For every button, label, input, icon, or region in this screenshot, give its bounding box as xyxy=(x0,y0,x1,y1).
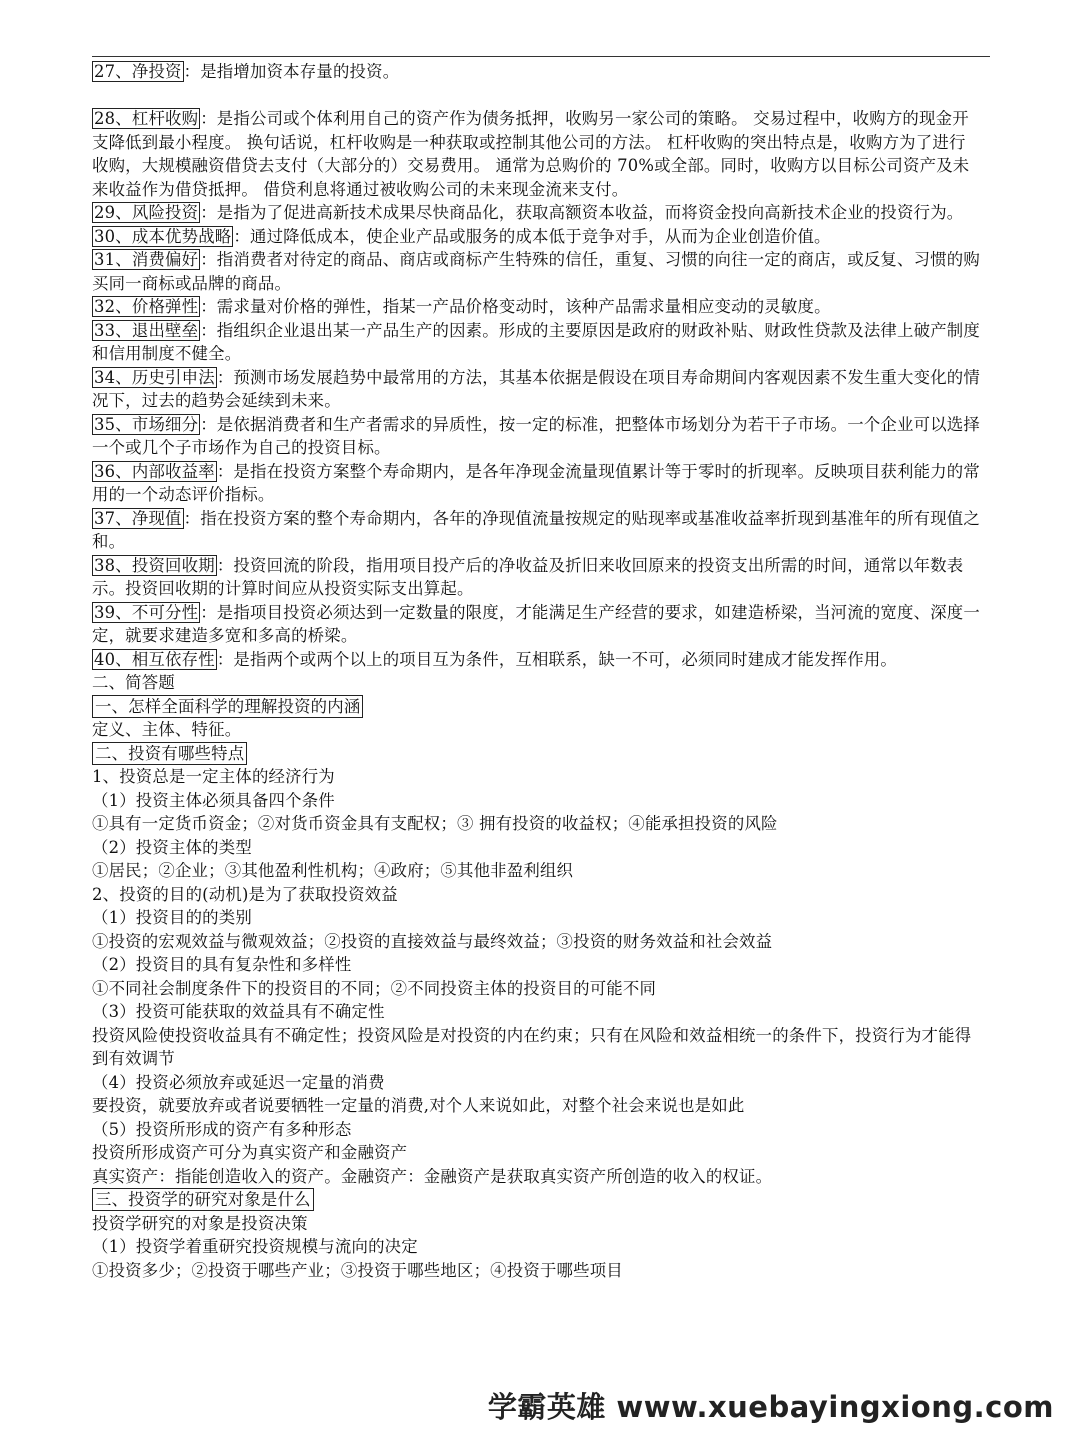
answer-line: （2）投资主体的类型 xyxy=(92,837,252,857)
definition-text: ：指在投资方案的整个寿命期内，各年的净现值流量按规定的贴现率或基准收益率折现到基准年的所有现值之和。 xyxy=(92,508,980,551)
answer-line: （3）投资可能获取的效益具有不确定性 xyxy=(92,1002,385,1021)
answer-line: （2）投资目的具有复杂性和多样性 xyxy=(92,955,352,974)
term-label: 29、风险投资 xyxy=(94,203,199,222)
definition-text: ：是指为了促进高新技术成果尽快商品化，获取高额资本收益，而将资金投向高新技术企业的投资行为。 xyxy=(200,203,964,222)
definition-text: ：是指项目投资必须达到一定数量的限度，才能满足生产经营的要求，如建造桥梁，当河流的宽度、深度一定，就要求建造多宽和多高的桥梁。 xyxy=(92,602,980,645)
answer-line: ①投资多少；②投资于哪些产业；③投资于哪些地区；④投资于哪些项目 xyxy=(92,1260,623,1280)
term-label: 36、内部收益率 xyxy=(94,461,215,481)
top-rule xyxy=(92,56,990,57)
definition-28 xyxy=(92,107,982,201)
definition-27 xyxy=(92,60,982,84)
answer-text: 定义、主体、特征。 xyxy=(92,720,242,739)
document-body xyxy=(92,60,982,1282)
term-label: 38、投资回收期 xyxy=(94,555,215,575)
definition-40 xyxy=(92,648,982,672)
term-label: 35、市场细分 xyxy=(94,414,199,434)
answer-line: ①居民；②企业；③其他盈利性机构；④政府；⑤其他非盈利组织 xyxy=(92,861,574,880)
definition-30 xyxy=(92,225,982,249)
definition-text: ：是指两个或两个以上的项目互为条件，互相联系，缺一不可，必须同时建成才能发挥作用。 xyxy=(216,649,898,669)
answer-line: ①具有一定货币资金；②对货币资金具有支配权；③ 拥有投资的收益权；④能承担投资的风险 xyxy=(92,814,778,833)
definition-text: ：预测市场发展趋势中最常用的方法，其基本依据是假设在项目寿命期间内客观因素不发生重大变化的情况下，过去的趋势会延续到未来。 xyxy=(92,367,980,410)
answer-line: 2、投资的目的(动机)是为了获取投资效益 xyxy=(92,884,398,904)
question-3 xyxy=(92,1188,982,1282)
definition-31 xyxy=(92,248,982,295)
term-label: 34、历史引申法 xyxy=(94,367,215,387)
definition-text: ：是指在投资方案整个寿命期内，是各年净现金流量现值累计等于零时的折现率。反映项目获利能力的常用的一个动态评价指标。 xyxy=(92,461,980,504)
answer-line: ①不同社会制度条件下的投资目的不同；②不同投资主体的投资目的可能不同 xyxy=(92,978,657,998)
answer-line: 要投资，就要放弃或者说要牺牲一定量的消费,对个人来说如此，对整个社会来说也是如此 xyxy=(92,1096,745,1115)
answer-line: （4）投资必须放弃或延迟一定量的消费 xyxy=(92,1072,385,1092)
definition-text: ：投资回流的阶段，指用项目投产后的净收益及折旧来收回原来的投资支出所需的时间，通常以年数表示。投资回收期的计算时间应从投资实际支出算起。 xyxy=(92,555,964,598)
question-1 xyxy=(92,695,982,742)
term-label: 40、相互依存性 xyxy=(94,649,215,669)
answer-line: （1）投资主体必须具备四个条件 xyxy=(92,790,335,810)
term-label: 39、不可分性 xyxy=(94,602,199,622)
definition-35 xyxy=(92,413,982,460)
definition-37 xyxy=(92,507,982,554)
answer-line: （1）投资目的的类别 xyxy=(92,908,252,927)
definition-text: ：是依据消费者和生产者需求的异质性，按一定的标准，把整体市场划分为若干子市场。一个企业可以选择一个或几个子市场作为自己的投资目标。 xyxy=(92,414,980,457)
definition-text: ：是指增加资本存量的投资。 xyxy=(183,62,400,81)
definition-34 xyxy=(92,366,982,413)
answer-line: ①投资的宏观效益与微观效益；②投资的直接效益与最终效益；③投资的财务效益和社会效益 xyxy=(92,931,773,951)
term-label: 28、杠杆收购 xyxy=(94,109,199,128)
definition-32 xyxy=(92,295,982,319)
question-heading: 一、怎样全面科学的理解投资的内涵 xyxy=(92,695,363,718)
question-heading: 三、投资学的研究对象是什么 xyxy=(92,1188,314,1211)
term-label: 32、价格弹性 xyxy=(94,297,199,316)
definition-38 xyxy=(92,554,982,601)
term-label: 30、成本优势战略 xyxy=(94,226,232,246)
term-label: 33、退出壁垒 xyxy=(94,320,199,340)
question-heading: 二、投资有哪些特点 xyxy=(92,742,247,765)
section-title: 二、简答题 xyxy=(92,673,175,692)
answer-line: 投资所形成资产可分为真实资产和金融资产 xyxy=(92,1143,408,1162)
definition-text: ：通过降低成本，使企业产品或服务的成本低于竞争对手，从而为企业创造价值。 xyxy=(233,226,831,246)
definition-text: ：是指公司或个体利用自己的资产作为债务抵押，收购另一家公司的策略。 交易过程中，收购方的现金开支降低到最小程度。 换句话说，杠杆收购是一种获取或控制其他公司的方法。 杠杆收购的突出特点是，收购方为了进行收购，大规模融资借贷去支付（大部分的）交易费用。 通常为总购价的 70%或全部。同时，收购方以目标公司资产及未来收益作为借贷抵押。 借贷利息将通过被收购公司的未来现金流来支付。 xyxy=(92,109,970,199)
answer-line: 投资风险使投资收益具有不确定性；投资风险是对投资的内在约束；只有在风险和效益相统一的条件下，投资行为才能得到有效调节 xyxy=(92,1025,972,1068)
site-watermark: 学霸英雄 www.xuebayingxiong.com xyxy=(487,1390,1054,1424)
definition-text: ：指组织企业退出某一产品生产的因素。形成的主要原因是政府的财政补贴、财政性贷款及法律上破产制度和信用制度不健全。 xyxy=(92,320,980,363)
spacer xyxy=(92,84,982,108)
definition-33 xyxy=(92,319,982,366)
answer-line: 1、投资总是一定主体的经济行为 xyxy=(92,767,335,786)
definition-36 xyxy=(92,460,982,507)
answer-line: 真实资产：指能创造收入的资产。金融资产：金融资产是获取真实资产所创造的收入的权证。 xyxy=(92,1166,773,1186)
answer-line: 投资学研究的对象是投资决策 xyxy=(92,1213,308,1233)
term-label: 31、消费偏好 xyxy=(94,250,199,269)
definition-39 xyxy=(92,601,982,648)
term-label: 37、净现值 xyxy=(94,508,182,528)
answer-line: （1）投资学着重研究投资规模与流向的决定 xyxy=(92,1237,418,1256)
definition-29 xyxy=(92,201,982,225)
definition-text: ：指消费者对待定的商品、商店或商标产生特殊的信任，重复、习惯的向往一定的商店，或反复、习惯的购买同一商标或品牌的商品。 xyxy=(92,250,980,293)
definition-text: ：需求量对价格的弹性，指某一产品价格变动时，该种产品需求量相应变动的灵敏度。 xyxy=(200,297,831,316)
answer-line: （5）投资所形成的资产有多种形态 xyxy=(92,1119,352,1139)
question-2 xyxy=(92,742,982,1189)
term-label: 27、净投资 xyxy=(94,62,182,81)
